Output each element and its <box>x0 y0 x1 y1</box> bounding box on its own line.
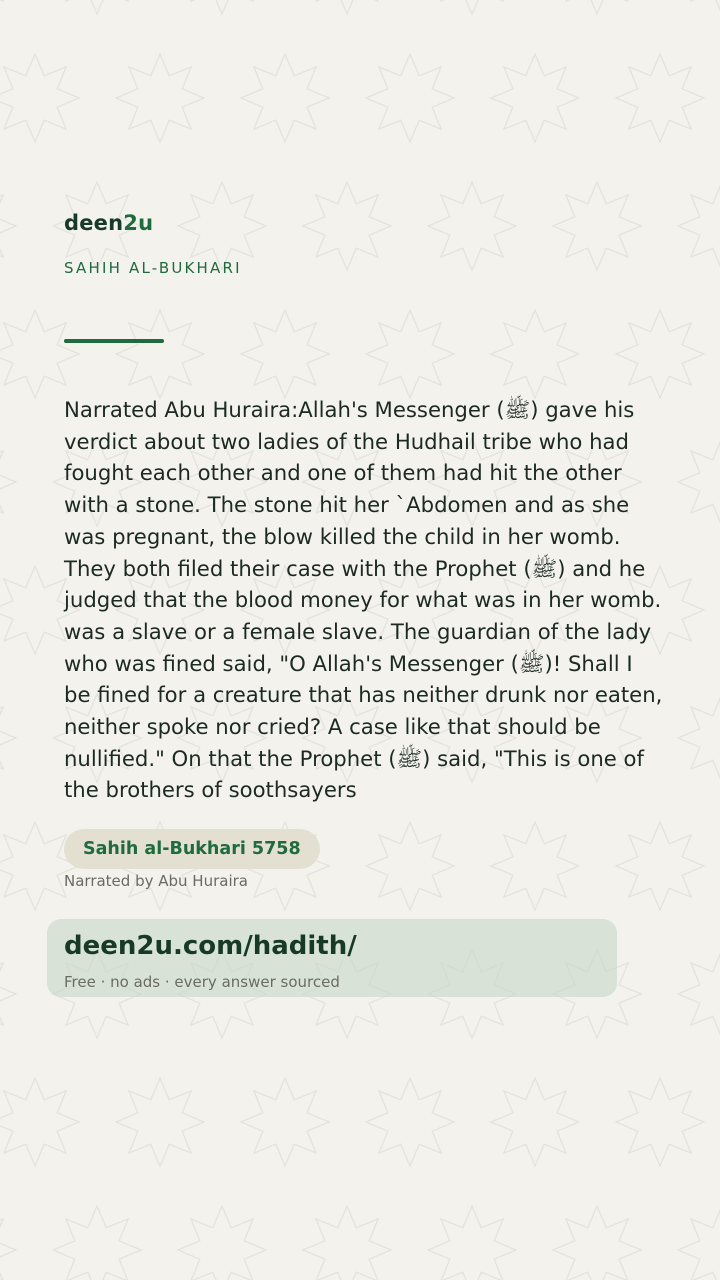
collection-label: SAHIH AL-BUKHARI <box>64 259 242 277</box>
website-url[interactable]: deen2u.com/hadith/ <box>64 931 357 961</box>
brand-logo <box>64 211 153 235</box>
brand-name-suffix: 2u <box>123 211 154 235</box>
reference-badge: Sahih al-Bukhari 5758 <box>64 829 320 869</box>
narrator-line: Narrated by Abu Huraira <box>64 872 248 890</box>
brand-name-prefix: deen <box>64 211 124 235</box>
hadith-text: Narrated Abu Huraira:Allah's Messenger (ﷺ) gave his verdict about two ladies of the Hudhail tribe who had fought each other and one of them had hit the other with a stone. The stone hit her `Abdomen and as she was pregnant, the blow killed the child in her womb. They both filed their case with the Prophet (ﷺ) and he judged that the blood money for what was in her womb. was a slave or a female slave. The guardian of the lady who was fined said, "O Allah's Messenger (ﷺ)! Shall I be fined for a creature that has neither drunk nor eaten, neither spoke nor cried? A case like that should be nullified." On that the Prophet (ﷺ) said, "This is one of the brothers of soothsayers <box>64 397 663 803</box>
website-link-box[interactable] <box>47 919 617 997</box>
website-tagline: Free · no ads · every answer sourced <box>64 973 340 991</box>
divider <box>64 339 164 343</box>
